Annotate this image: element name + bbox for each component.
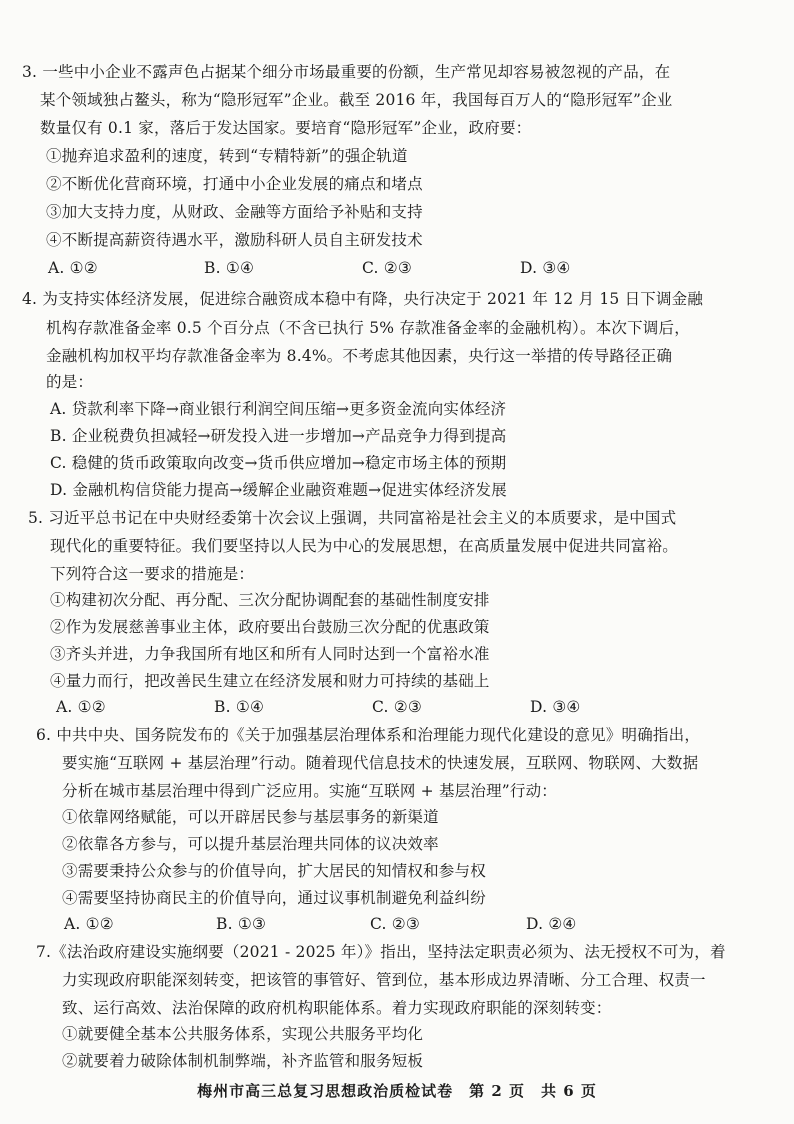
- q4-line-1: 4. 为支持实体经济发展，促进综合融资成本稳中有降，央行决定于 2021 年 12 月 15 日下调金融: [22, 290, 704, 308]
- q5-option-b: B. ①④: [214, 698, 265, 716]
- q7-line-3: 致、运行高效、法治保障的政府机构职能体系。着力实现政府职能的深刻转变：: [62, 999, 612, 1017]
- q5-statement-4: ④量力而行，把改善民生建立在经济发展和财力可持续的基础上: [50, 672, 490, 690]
- q3-statement-2: ②不断优化营商环境，打通中小企业发展的痛点和堵点: [46, 175, 423, 193]
- q5-option-d: D. ③④: [530, 698, 581, 716]
- q3-option-c: C. ②③: [362, 259, 412, 277]
- q5-line-1: 5. 习近平总书记在中央财经委第十次会议上强调，共同富裕是社会主义的本质要求，是中国式: [28, 509, 677, 527]
- q6-option-a: A. ①②: [64, 915, 114, 933]
- q4-line-2: 机构存款准备金率 0.5 个百分点（不含已执行 5% 存款准备金率的金融机构）。本次下调后，: [46, 319, 690, 337]
- q6-statement-3: ③需要秉持公众参与的价值导向，扩大居民的知情权和参与权: [62, 862, 486, 880]
- q6-statement-4: ④需要坚持协商民主的价值导向，通过议事机制避免利益纠纷: [62, 889, 486, 907]
- q6-line-2: 要实施“互联网 + 基层治理”行动。随着现代信息技术的快速发展，互联网、物联网、大数据: [62, 754, 699, 772]
- q4-line-4: 的是：: [46, 373, 94, 391]
- q3-statement-3: ③加大支持力度，从财政、金融等方面给予补贴和支持: [46, 203, 423, 221]
- q6-line-3: 分析在城市基层治理中得到广泛应用。实施“互联网 + 基层治理”行动：: [62, 782, 557, 800]
- q7-statement-2: ②就要着力破除体制机制弊端，补齐监管和服务短板: [62, 1052, 424, 1070]
- q6-option-d: D. ②④: [526, 915, 577, 933]
- q3-line-2: 某个领域独占鳌头，称为“隐形冠军”企业。截至 2016 年，我国每百万人的“隐形冠军”企业: [40, 91, 673, 109]
- q5-statement-3: ③齐头并进，力争我国所有地区和所有人同时达到一个富裕水准: [50, 645, 490, 663]
- q4-choice-a: A. 贷款利率下降→商业银行利润空间压缩→更多资金流向实体经济: [50, 400, 507, 418]
- q6-line-1: 6. 中共中央、国务院发布的《关于加强基层治理体系和治理能力现代化建设的意见》明确指出，: [36, 726, 701, 744]
- q5-line-2: 现代化的重要特征。我们要坚持以人民为中心的发展思想，在高质量发展中促进共同富裕。: [50, 537, 679, 555]
- q6-statement-1: ①依靠网络赋能，可以开辟居民参与基层事务的新渠道: [62, 808, 439, 826]
- q4-line-3: 金融机构加权平均存款准备金率为 8.4%。不考虑其他因素，央行这一举措的传导路径正确: [46, 347, 673, 365]
- q3-option-d: D. ③④: [520, 259, 571, 277]
- q5-line-3: 下列符合这一要求的措施是：: [50, 565, 255, 583]
- q4-choice-d: D. 金融机构信贷能力提高→缓解企业融资难题→促进实体经济发展: [50, 481, 507, 499]
- q6-option-b: B. ①③: [216, 915, 267, 933]
- q7-line-2: 力实现政府职能深刻转变，把该管的事管好、管到位，基本形成边界清晰、分工合理、权责一: [62, 971, 706, 989]
- q3-line-3: 数量仅有 0.1 家，落后于发达国家。要培育“隐形冠军”企业，政府要：: [40, 119, 532, 137]
- q3-statement-4: ④不断提高薪资待遇水平，激励科研人员自主研发技术: [46, 231, 423, 249]
- q5-option-c: C. ②③: [372, 698, 422, 716]
- q7-statement-1: ①就要健全基本公共服务体系，实现公共服务平均化: [62, 1025, 424, 1043]
- q3-option-b: B. ①④: [204, 259, 255, 277]
- q6-option-c: C. ②③: [370, 915, 420, 933]
- q7-line-1: 7.《法治政府建设实施纲要（2021 - 2025 年）》指出，坚持法定职责必须为、法无授权不可为，着: [36, 943, 726, 961]
- q6-statement-2: ②依靠各方参与，可以提升基层治理共同体的议决效率: [62, 835, 439, 853]
- q5-statement-1: ①构建初次分配、再分配、三次分配协调配套的基础性制度安排: [50, 591, 490, 609]
- page-footer: 梅州市高三总复习思想政治质检试卷 第 2 页 共 6 页: [197, 1082, 597, 1100]
- q5-option-a: A. ①②: [56, 698, 106, 716]
- q3-statement-1: ①抛弃追求盈利的速度，转到“专精特新”的强企轨道: [46, 147, 408, 165]
- q4-choice-c: C. 稳健的货币政策取向改变→货币供应增加→稳定市场主体的预期: [50, 454, 507, 472]
- q4-choice-b: B. 企业税费负担减轻→研发投入进一步增加→产品竞争力得到提高: [50, 427, 507, 445]
- q3-option-a: A. ①②: [48, 259, 98, 277]
- q5-statement-2: ②作为发展慈善事业主体，政府要出台鼓励三次分配的优惠政策: [50, 618, 490, 636]
- q3-line-1: 3. 一些中小企业不露声色占据某个细分市场最重要的份额，生产常见却容易被忽视的产品，在: [22, 63, 671, 81]
